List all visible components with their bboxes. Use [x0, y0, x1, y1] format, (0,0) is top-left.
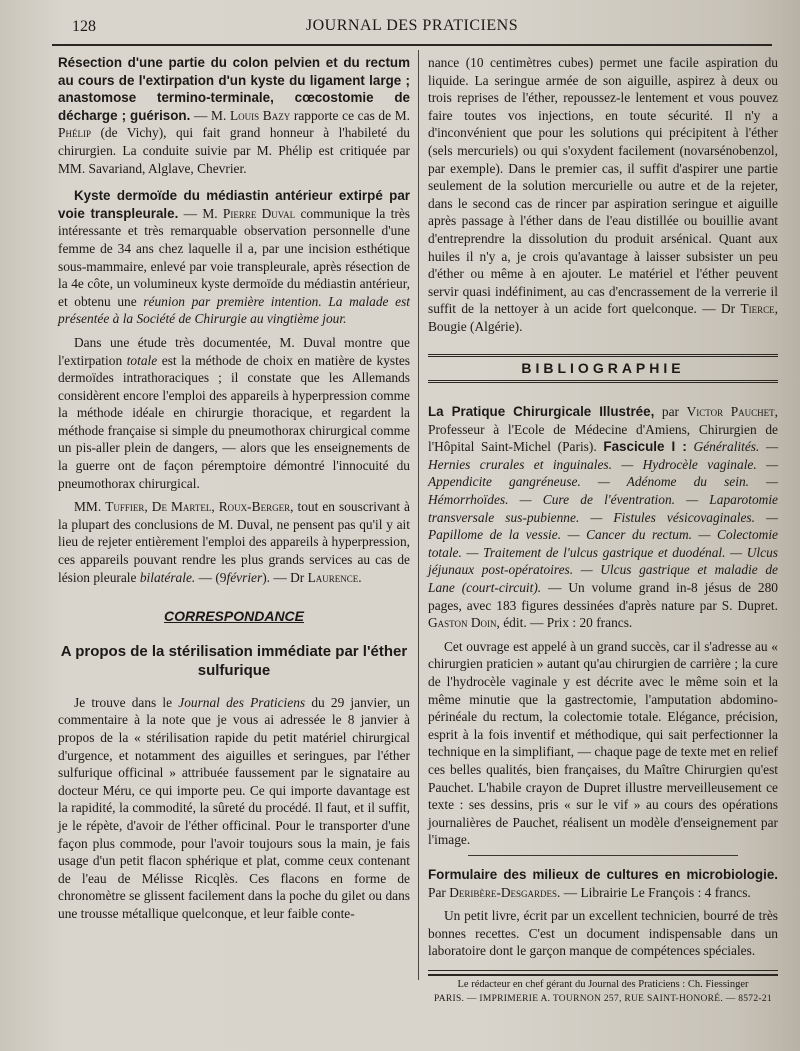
footer-rule [428, 970, 778, 976]
book-entry: La Pratique Chirurgicale Illustrée, par Victor Pauchet, Professeur à l'Ecole de Médecine d'Amiens, Chirurgien de l'Hôpital Saint-Michel (Paris). Fascicule I : Généralités. — Hernies crurales et inguinales. — Hydrocèle vaginale. — Appendicite gangréneuse. — Adénome du sein. — Hémorrhoïdes. — Cure de l'éventration. — Laparotomie transversale sus-pubienne. — Fistules vésicovaginales. — Papillome de la vessie. — Cancer du rectum. — Colectomie totale. — Traitement de l'ulcus gastrique et duodénal. — Ulcus jéjunaux post-opératoires. — Ulcus gastrique et maladie de Lane (court-circuit). — Un volume grand in-8 jésus de 280 pages, avec 183 figures dessinées d'après nature par S. Dupret. Gaston Doin, édit. — Prix : 20 francs. [428, 404, 778, 631]
book-review: Un petit livre, écrit par un excellent technicien, bourré de très bonnes recettes. C'est un document indispensable dans un laboratoire dont le garçon manque de compétences spéciales. [428, 908, 778, 959]
correspondance-heading: CORRESPONDANCE [163, 608, 304, 625]
paragraph: nance (10 centimètres cubes) permet une facile aspiration du liquide. La seringue armée de son aiguille, aspirez à deux ou trois reprises de l'éther, repoussez-le lentement et vous pouvez faire toutes vos injections, en toute sécurité. Il n'y a d'inconvénient que pour les solutions qui précipitent à l'éther (sels mercuriels) ou qui s'oxydent facilement (novarsénobenzol, par exemple). Dans le premier cas, il suffit d'aspirer une partie seulement de la solution mercurielle ou autre et de la rejeter, dans le second cas de rincer par aspiration seringue et aiguille après passage à l'éther dans de l'eau distillée ou bouillie avant d'entreprendre la dissolution du produit arsénical. Quant aux huiles il n'y a, je crois qu'avantage à laisser subsister un peu d'éther ou même à en ajouter. Le matériel et l'éther peuvent servir quasi indéfiniment, au cas d'encrassement de la verrerie il suffit de la nettoyer à un acide fort quelconque. — Dr Tierce, Bougie (Algérie). [428, 55, 778, 334]
separator [468, 855, 738, 856]
signature: Tierce, [740, 301, 778, 317]
book-review: Cet ouvrage est appelé à un grand succès, car il s'adresse au « chirurgien praticien » autant qu'au chirurgien de carrière ; la cure de l'hydrocèle vaginale y est décrite avec le même soin et la même minutie que la gastrectomie, l'amputation abdomino-périnéale du rectum, la colectomie totale. Elégance, précision, esprit à la fois inventif et méthodique, qui sait perfectionner la technique en la simplifiant, — chaque page de texte met en relief ces belles qualités, bien françaises, du Maître Chirurgien qu'est Pauchet. L'habile crayon de Dupret illustre merveilleusement ce texte : ses dessins, pris « sur le vif » au cours des opérations journalières de Pauchet, réalisent un modèle d'enseignement par l'image. [428, 638, 778, 848]
paragraph: MM. Tuffier, De Martel, Roux-Berger, tout en souscrivant à la plupart des conclusions de M. Duval, ne pensent pas qu'il y ait lieu de rejeter entièrement l'emploi des appareils à hyperpression, ces appareils pouvant rendre les plus grands services au cas de lésion pleurale bilatérale. — (9février). — Dr Laurence. [58, 499, 410, 585]
article-resection: Résection d'une partie du colon pelvien et du rectum au cours de l'extirpation d'un kyste du ligament large ; anastomose termino-terminale, cœcostomie de décharge ; guérison. — M. Louis Bazy rapporte ce cas de M. Phélip (de Vichy), qui fait grand honneur à l'habileté du chirurgien. La conduite suivie par M. Phélip est critiquée par MM. Savariand, Alglave, Chevrier. [58, 55, 410, 176]
left-column [58, 54, 410, 929]
book-title: Formulaire des milieux de cultures en microbiologie. [428, 866, 778, 882]
bibliographie-heading: BIBLIOGRAPHIE [428, 354, 778, 384]
author-name: Victor Pauchet, [686, 404, 778, 420]
signature: Laurence. [307, 569, 362, 585]
book-title: La Pratique Chirurgicale Illustrée, [428, 404, 655, 420]
running-title: JOURNAL DES PRATICIENS [305, 17, 519, 34]
right-column [428, 54, 778, 1006]
page-number: 128 [72, 18, 96, 35]
author-name: M. Louis Bazy [211, 107, 291, 123]
correspondance-title: A propos de la stérilisation immédiate par l'éther sulfurique [60, 642, 408, 679]
page-header [52, 14, 772, 46]
editor-credit: Le rédacteur en chef gérant du Journal des Praticiens : Ch. Fiessinger [457, 978, 749, 990]
book-entry: Formulaire des milieux de cultures en microbiologie. Par Deribère-Desgardes. — Librairie Le François : 4 francs. [428, 866, 778, 900]
printer-credit: PARIS. — IMPRIMERIE A. TOURNON 257, RUE SAINT-HONORÉ. — 8572-21 [434, 993, 772, 1004]
column-divider [418, 50, 419, 980]
article-title: Résection d'une partie du colon pelvien et du rectum au cours de l'extirpation d'un kyste du ligament large ; anastomose termino-terminale, cœcostomie de décharge ; guérison. [58, 55, 410, 123]
paragraph: Dans une étude très documentée, M. Duval montre que l'extirpation totale est la méthode de choix en matière de kystes dermoïdes intrathoraciques ; il constate que les Allemands considèrent encore l'emploi des appareils à hyperpression comme la méthode idéale en chirurgie thoracique, et regardent la méthode française si simple du pneumothorax chirurgical comme un pis-aller plein de dangers, — alors que les enseignements de la guerre ont de façon péremptoire démontré l'innocuité du pneumothorax chirurgical. [58, 334, 410, 491]
paragraph: Je trouve dans le Journal des Praticiens du 29 janvier, un commentaire à la note que je vous ai adressée le 8 janvier à propos de la « stérilisation rapide du petit matériel chirurgical d'urgence, et notamment des aiguilles et seringues, par l'éther sulfurique officinal » attribuée faussement par le signataire au docteur Méru, ce qui importe peu. Ce qui importe davantage est la rapidité, la commodité, la sûreté du procédé. Il faut, et il suffit, je le répète, d'avoir de l'éther officinal. Pour le transporter d'une façon plus commode, pour l'avoir toujours sous la main, je fais usage d'un petit flacon sphérique et plat, comme ceux contenant de l'eau de Mélisse Ricqlès. Ces flacons en forme de chronomètre se glissent facilement dans la poche du gilet ou dans une trousse métallique quelconque, et leur faible conte- [58, 694, 410, 921]
author-name: Deribère-Desgardes. [449, 884, 561, 900]
article-title: Kyste dermoïde du médiastin antérieur extirpé par voie transpleurale. [58, 188, 410, 221]
author-name: M. Pierre Duval [202, 205, 296, 221]
article-kyste: Kyste dermoïde du médiastin antérieur extirpé par voie transpleurale. — M. Pierre Duval communique la très intéressante et très remarquable observation personnelle d'une femme de 34 ans chez laquelle il a, par une incision esthétique sous-mammaire, enlevé par voie transpleurale, après résection de la 4e côte, un volumineux kyste dermoïde du médiastin antérieur, et obtenu une réunion par première intention. La malade est présentée à la Société de Chirurgie au vingtième jour. [58, 188, 410, 327]
